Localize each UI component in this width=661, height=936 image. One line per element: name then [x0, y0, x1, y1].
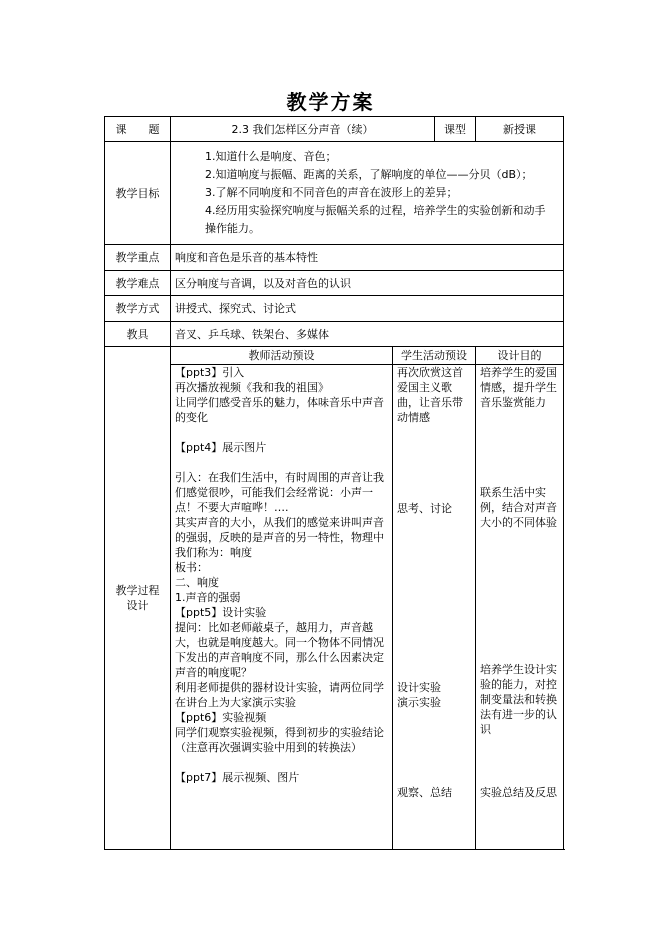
teacher-line: [175, 455, 388, 470]
lesson-plan-table: [104, 116, 564, 850]
difficulty-row: [105, 271, 564, 296]
tools-row: [105, 322, 564, 347]
purpose-item: 联系生活中实例，结合对声音大小的不同体验: [480, 486, 557, 529]
goal-item: 2.知道响度与振幅、距离的关系，了解响度的单位——分贝（dB）；: [205, 168, 533, 181]
purpose-item: 培养学生的爱国情感，提升学生音乐鉴赏能力: [480, 366, 557, 409]
key-point-row: [105, 245, 564, 271]
student-item: 设计实验演示实验: [397, 681, 441, 709]
teacher-line: 让同学们感受音乐的魅力，体味音乐中声音的变化: [175, 396, 384, 424]
topic-value: 2.3 我们怎样区分声音（续）: [171, 117, 435, 142]
topic-row: [105, 117, 564, 142]
student-activities: [393, 365, 476, 850]
teacher-line: 提问：比如老师敲桌子，越用力，声音越大，也就是响度越大。同一个物体不同情况下发出的声音响度不同，那么什么因素决定声音的响度呢？: [175, 621, 384, 679]
goals-content: [171, 142, 564, 245]
teacher-line: 【ppt7】展示视频、图片: [175, 771, 300, 784]
purpose-item: 实验总结及反思: [480, 786, 557, 799]
teacher-line: 二、响度: [175, 576, 219, 589]
teacher-line: 【ppt6】实验视频: [175, 711, 267, 724]
method-label: 教学方式: [105, 296, 171, 322]
student-item: 思考、讨论: [397, 502, 452, 515]
teacher-line: 再次播放视频《我和我的祖国》: [175, 381, 329, 394]
purpose-item: 培养学生设计实验的能力，对控制变量法和转换法有进一步的认识: [480, 663, 557, 736]
teacher-line: 【ppt3】引入: [175, 366, 245, 379]
design-purposes: [476, 365, 564, 850]
teacher-line: [175, 755, 388, 770]
method-value: 讲授式、探究式、讨论式: [171, 296, 564, 322]
goals-label: 教学目标: [105, 142, 171, 245]
teacher-line: 【ppt4】展示图片: [175, 441, 267, 454]
student-item: 观察、总结: [397, 786, 452, 799]
page-title: 教学方案: [286, 90, 375, 114]
tools-label: 教具: [105, 322, 171, 347]
goals-row: [105, 142, 564, 245]
goal-item: 1.知道什么是响度、音色；: [205, 150, 337, 163]
teacher-line: 板书：: [175, 561, 208, 574]
teacher-line: [175, 425, 388, 440]
purpose-column-header: 设计目的: [476, 347, 564, 365]
tools-value: 音叉、乒乓球、铁架台、多媒体: [171, 322, 564, 347]
teacher-line: 【ppt5】设计实验: [175, 606, 267, 619]
difficulty-value: 区分响度与音调，以及对音色的认识: [171, 271, 564, 296]
student-item: 再次欣赏这首爱国主义歌曲，让音乐带动情感: [397, 366, 463, 424]
teacher-activities: [171, 365, 393, 850]
goal-item: 4.经历用实验探究响度与振幅关系的过程，培养学生的实验创新和动手操作能力。: [205, 204, 546, 235]
teacher-line: 同学们观察实验视频，得到初步的实验结论（注意再次强调实验中用到的转换法）: [175, 726, 384, 754]
student-column-header: 学生活动预设: [393, 347, 476, 365]
lesson-type-label: 课型: [435, 117, 476, 142]
process-body-row: [105, 365, 564, 850]
key-point-label: 教学重点: [105, 245, 171, 271]
process-header-row: [105, 347, 564, 365]
topic-label: 课 题: [105, 117, 171, 142]
teacher-line: 1.声音的强弱: [175, 591, 241, 604]
lesson-type-value: 新授课: [476, 117, 564, 142]
method-row: [105, 296, 564, 322]
teacher-line: 引入：在我们生活中，有时周围的声音让我们感觉很吵，可能我们会经常说：小声一点！不要大声喧哗！….: [175, 471, 384, 514]
key-point-value: 响度和音色是乐音的基本特性: [171, 245, 564, 271]
difficulty-label: 教学难点: [105, 271, 171, 296]
goal-item: 3.了解不同响度和不同音色的声音在波形上的差异；: [205, 186, 458, 199]
process-label: 教学过程设计: [105, 347, 171, 850]
teacher-line: 其实声音的大小，从我们的感觉来讲叫声音的强弱，反映的是声音的另一特性，物理中我们称为：响度: [175, 516, 384, 559]
teacher-column-header: 教师活动预设: [171, 347, 393, 365]
teacher-line: 利用老师提供的器材设计实验，请两位同学在讲台上为大家演示实验: [175, 681, 384, 709]
